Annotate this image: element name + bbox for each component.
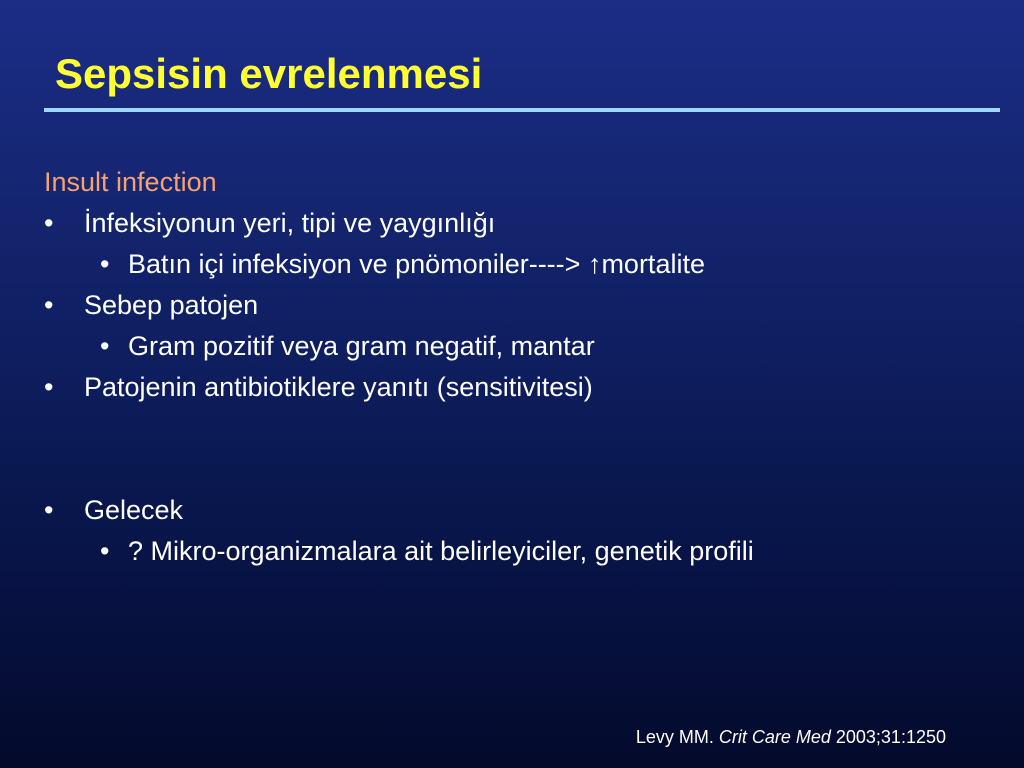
bullet-item-infection-site (44, 203, 1004, 244)
bullet-icon: • (44, 290, 54, 320)
bullet-item-future (44, 490, 1004, 531)
slide-body (44, 162, 1004, 572)
bullet-icon: • (44, 372, 54, 402)
citation-authors: Levy MM. (635, 727, 719, 747)
bullet-text: Gelecek (84, 495, 184, 525)
title-underline (44, 108, 1000, 112)
bullet-item-antibiotic-response (44, 367, 1004, 408)
section-heading-insult-infection: Insult infection (44, 167, 217, 197)
bullet-item-pathogen (44, 285, 1004, 326)
citation-reference (636, 724, 946, 750)
bullet-text: Patojenin antibiotiklere yanıtı (sensitivitesi) (84, 372, 593, 402)
sub-bullet-text: Gram pozitif veya gram negatif, mantar (128, 331, 595, 361)
bullet-icon: • (100, 249, 110, 279)
bullet-text: İnfeksiyonun yeri, tipi ve yaygınlığı (84, 208, 496, 238)
sub-bullet-text: ? Mikro-organizmalara ait belirleyiciler, genetik profili (128, 536, 754, 566)
bullet-icon: • (44, 208, 54, 238)
spacer (44, 408, 1004, 490)
up-arrow-icon: ↑ (587, 249, 602, 279)
citation-details: 2003;31:1250 (830, 727, 946, 747)
bullet-icon: • (44, 495, 54, 525)
bullet-text: Sebep patojen (84, 290, 259, 320)
sub-bullet-text (128, 244, 705, 285)
bullet-icon: • (100, 536, 110, 566)
bullet-icon: • (100, 331, 110, 361)
sub-bullet-text-before-arrow: Batın içi infeksiyon ve pnömoniler----> (128, 249, 588, 279)
sub-bullet-item-genetic-profile (44, 531, 1004, 572)
sub-bullet-item-abdominal-pneumonia (44, 244, 1004, 285)
sub-bullet-text-after-arrow: mortalite (601, 249, 705, 279)
slide-title: Sepsisin evrelenmesi (55, 50, 483, 97)
sub-bullet-item-gram-types (44, 326, 1004, 367)
citation-journal: Crit Care Med (718, 727, 831, 747)
